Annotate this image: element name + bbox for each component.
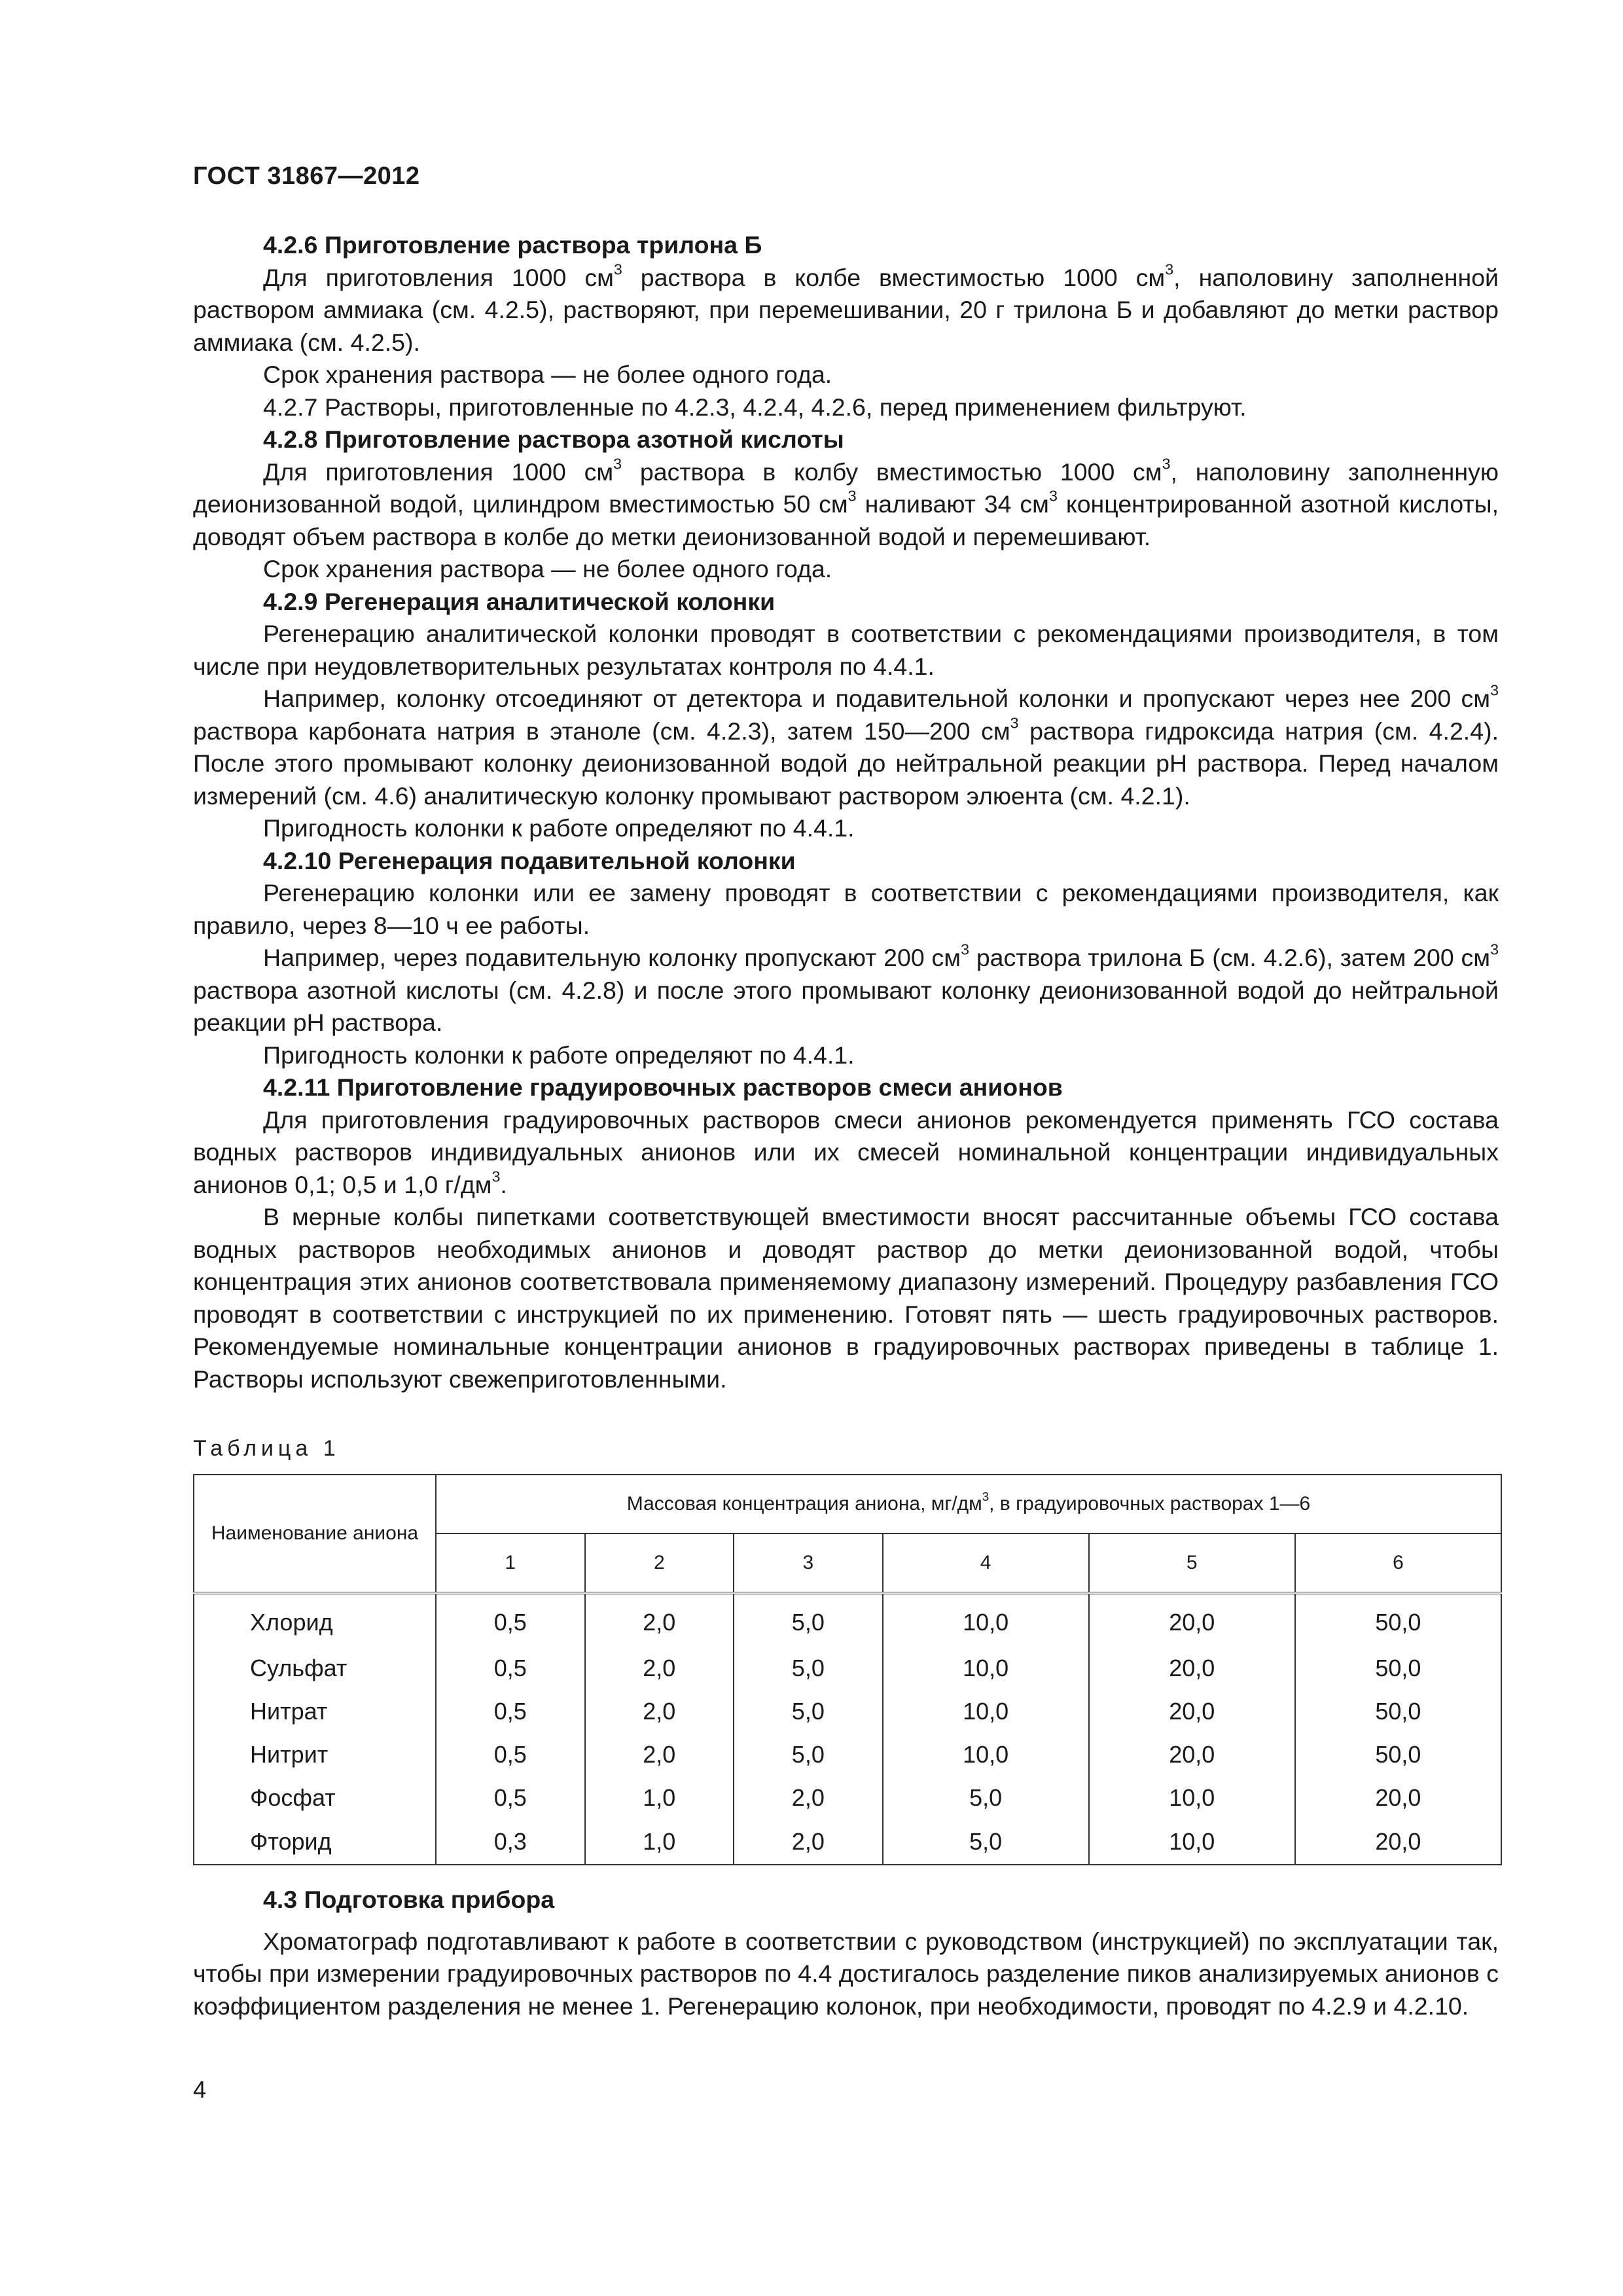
value-cell: 2,0 — [585, 1647, 734, 1690]
value-cell: 20,0 — [1295, 1776, 1501, 1820]
table-row — [194, 1690, 1501, 1733]
concentration-table — [193, 1474, 1502, 1865]
column-header-number: 6 — [1295, 1534, 1501, 1593]
paragraph-4-2-9-a: Регенерацию аналитической колонки проводят в соответствии с рекомендациями производителя, в том числе при неудовлетворительных результатах контроля по 4.4.1. — [193, 620, 1499, 680]
paragraph-4-2-9-c: Пригодность колонки к работе определяют по 4.4.1. — [263, 814, 855, 842]
section-heading-4-2-8: 4.2.8 Приготовление раствора азотной кислоты — [263, 425, 844, 453]
value-cell: 5,0 — [734, 1690, 883, 1733]
value-cell: 10,0 — [1089, 1820, 1295, 1865]
paragraph-4-2-11-a: Для приготовления градуировочных растворов смеси анионов рекомендуется применять ГСО состава водных растворов индивидуальных анионов или их смесей номинальной концентрации индивидуальных анионов 0,1; 0,5 и 1,0 $г/дм^3$. — [193, 1105, 1499, 1198]
anion-name-cell: Фторид — [194, 1820, 436, 1865]
column-header-number: 3 — [734, 1534, 883, 1593]
value-cell: 0,5 — [436, 1733, 585, 1776]
section-heading-4-2-6: 4.2.6 Приготовление раствора трилона Б — [263, 231, 762, 259]
paragraph-4-3: Хроматограф подготавливают к работе в соответствии с руководством (инструкцией) по эксплуатации так, чтобы при измерении градуировочных растворов по 4.4 достигалось разделение пиков анализируемых анионов с коэффициентом разделения не менее 1. Регенерацию колонок, при необходимости, проводят по 4.2.9 и 4.2.10. — [193, 1927, 1499, 2020]
document-header: ГОСТ 31867—2012 — [193, 162, 420, 190]
value-cell: 50,0 — [1295, 1593, 1501, 1647]
value-cell: 2,0 — [585, 1733, 734, 1776]
value-cell: 5,0 — [883, 1776, 1089, 1820]
section-heading-4-2-10: 4.2.10 Регенерация подавительной колонки — [263, 846, 796, 874]
value-cell: 5,0 — [734, 1593, 883, 1647]
value-cell: 5,0 — [734, 1647, 883, 1690]
value-cell: 20,0 — [1089, 1733, 1295, 1776]
value-cell: 50,0 — [1295, 1647, 1501, 1690]
value-cell: 1,0 — [585, 1820, 734, 1865]
column-header-concentration: Массовая концентрация аниона, $мг/дм^3$, в градуировочных растворах 1—6 — [436, 1475, 1501, 1534]
value-cell: 50,0 — [1295, 1733, 1501, 1776]
anion-name-cell: Нитрит — [194, 1733, 436, 1776]
column-header-number: 1 — [436, 1534, 585, 1593]
column-header-anion-name: Наименование аниона — [194, 1475, 436, 1593]
page-number: 4 — [193, 2076, 207, 2103]
paragraph-4-2-6-storage: Срок хранения раствора — не более одного года. — [263, 361, 832, 388]
value-cell: 20,0 — [1295, 1820, 1501, 1865]
value-cell: 0,5 — [436, 1776, 585, 1820]
section-4-3 — [193, 1884, 1499, 2022]
value-cell: 10,0 — [883, 1647, 1089, 1690]
value-cell: 0,5 — [436, 1593, 585, 1647]
paragraph-4-2-7: 4.2.7 Растворы, приготовленные по 4.2.3, 4.2.4, 4.2.6, перед применением фильтруют. — [263, 393, 1247, 421]
document-body — [193, 229, 1499, 1395]
value-cell: 10,0 — [883, 1593, 1089, 1647]
value-cell: 2,0 — [585, 1690, 734, 1733]
table-row — [194, 1733, 1501, 1776]
paragraph-4-2-10-b: Например, через подавительную колонку пропускают 200 $см^3$ раствора трилона Б (см. 4.2.6), затем 200 $см^3$ раствора азотной кислоты (см. 4.2.8) и после этого промывают колонку деионизованной водой до нейтральной реакции рН раствора. — [193, 941, 1499, 1036]
paragraph-4-2-9-b: Например, колонку отсоединяют от детектора и подавительной колонки и пропускают через нее 200 $см^3$ раствора карбоната натрия в этаноле (см. 4.2.3), затем 150—200 $см^3$ раствора гидроксида натрия (см. 4.2.4). После этого промывают колонку деионизованной водой до нейтральной реакции рН раствора. Перед началом измерений (см. 4.6) аналитическую колонку промывают раствором элюента (см. 4.2.1). — [193, 681, 1499, 810]
value-cell: 20,0 — [1089, 1593, 1295, 1647]
table-row — [194, 1647, 1501, 1690]
section-heading-4-2-9: 4.2.9 Регенерация аналитической колонки — [263, 587, 776, 615]
value-cell: 50,0 — [1295, 1690, 1501, 1733]
value-cell: 20,0 — [1089, 1647, 1295, 1690]
table-row — [194, 1593, 1501, 1647]
value-cell: 10,0 — [883, 1690, 1089, 1733]
paragraph-4-2-11-b: В мерные колбы пипетками соответствующей вместимости вносят рассчитанные объемы ГСО состава водных растворов необходимых анионов и доводят раствор до метки деионизованной водой, чтобы концентрация этих анионов соответствовала применяемому диапазону измерений. Процедуру разбавления ГСО проводят в соответствии с инструкцией по их применению. Готовят пять — шесть градуировочных растворов. Рекомендуемые номинальные концентрации анионов в градуировочных растворах приведены в таблице 1. Растворы используют свежеприготовленными. — [193, 1203, 1499, 1393]
paragraph-4-2-6: Для приготовления 1000 $см^3$ раствора в колбе вместимостью 1000 $см^3$, наполовину заполненной раствором аммиака (см. 4.2.5), растворяют, при перемешивании, 20 г трилона Б и добавляют до метки раствор аммиака (см. 4.2.5). — [193, 260, 1499, 356]
value-cell: 5,0 — [734, 1733, 883, 1776]
value-cell: 10,0 — [883, 1733, 1089, 1776]
section-heading-4-3: 4.3 Подготовка прибора — [263, 1886, 555, 1913]
column-header-number: 4 — [883, 1534, 1089, 1593]
value-cell: 20,0 — [1089, 1690, 1295, 1733]
anion-name-cell: Сульфат — [194, 1647, 436, 1690]
value-cell: 0,3 — [436, 1820, 585, 1865]
section-heading-4-2-11: 4.2.11 Приготовление градуировочных растворов смеси анионов — [263, 1073, 1063, 1101]
paragraph-4-2-8-storage: Срок хранения раствора — не более одного года. — [263, 555, 832, 583]
table-caption: Таблица 1 — [193, 1436, 340, 1461]
anion-name-cell: Нитрат — [194, 1690, 436, 1733]
value-cell: 2,0 — [585, 1593, 734, 1647]
anion-name-cell: Хлорид — [194, 1593, 436, 1647]
table-row — [194, 1820, 1501, 1865]
value-cell: 0,5 — [436, 1690, 585, 1733]
value-cell: 1,0 — [585, 1776, 734, 1820]
value-cell: 2,0 — [734, 1776, 883, 1820]
paragraph-4-2-10-c: Пригодность колонки к работе определяют по 4.4.1. — [263, 1041, 855, 1069]
value-cell: 5,0 — [883, 1820, 1089, 1865]
paragraph-4-2-10-a: Регенерацию колонки или ее замену проводят в соответствии с рекомендациями производителя, как правило, через 8—10 ч ее работы. — [193, 879, 1499, 939]
column-header-number: 2 — [585, 1534, 734, 1593]
column-header-number: 5 — [1089, 1534, 1295, 1593]
value-cell: 2,0 — [734, 1820, 883, 1865]
table-row — [194, 1776, 1501, 1820]
value-cell: 0,5 — [436, 1647, 585, 1690]
value-cell: 10,0 — [1089, 1776, 1295, 1820]
paragraph-4-2-8: Для приготовления 1000 $см^3$ раствора в колбу вместимостью 1000 $см^3$, наполовину заполненную деионизованной водой, цилиндром вместимостью 50 $см^3$ наливают 34 $см^3$ концентрированной азотной кислоты, доводят объем раствора в колбе до метки деионизованной водой и перемешивают. — [193, 455, 1499, 550]
anion-name-cell: Фосфат — [194, 1776, 436, 1820]
